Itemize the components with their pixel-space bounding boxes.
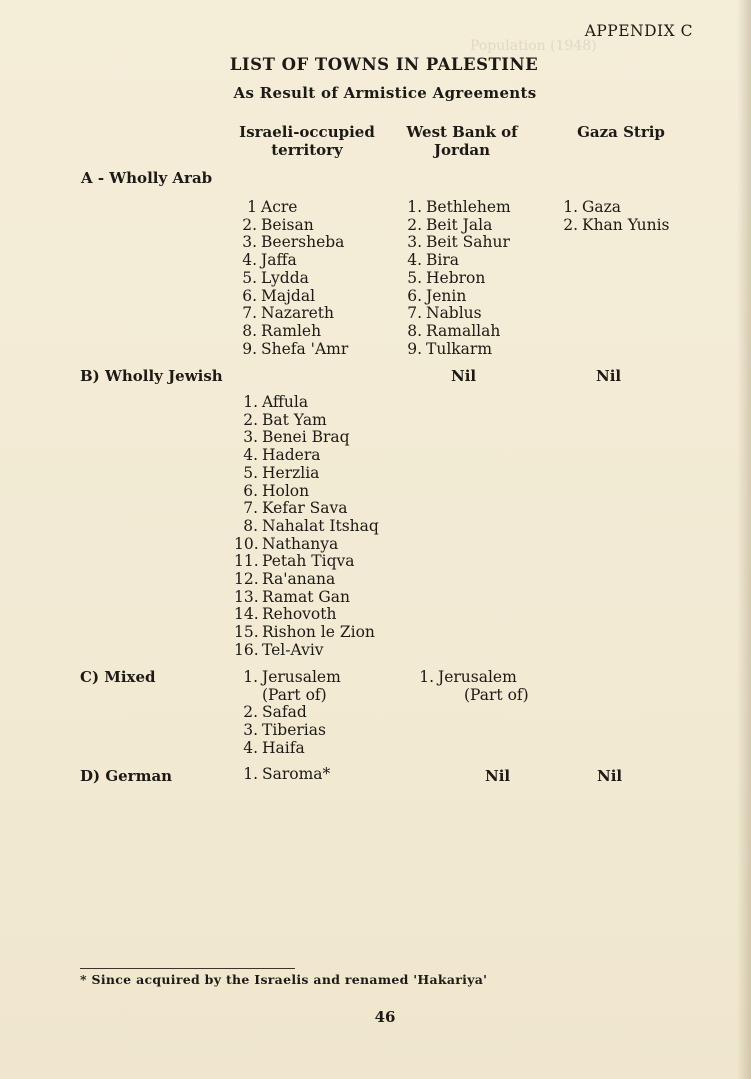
- item-number: 1.: [243, 668, 258, 686]
- list-item: [233, 234, 348, 252]
- town-name: Hebron: [426, 268, 486, 287]
- town-name: Acre: [261, 198, 298, 216]
- town-name: Nazareth: [261, 304, 335, 323]
- town-name: Gaza: [582, 198, 622, 216]
- list-item: [234, 704, 341, 722]
- town-name: Haifa: [262, 738, 305, 757]
- town-name: Lydda: [261, 268, 309, 287]
- town-name: Nahalat Itshaq: [262, 516, 379, 535]
- town-name: Beit Sahur: [426, 233, 510, 252]
- item-number: 9.: [407, 339, 422, 358]
- section-c-israeli-list: [234, 669, 341, 758]
- town-name: Majdal: [261, 286, 316, 305]
- item-number: 4.: [243, 446, 258, 465]
- item-number: 2.: [563, 215, 578, 234]
- town-name: Rehovoth: [262, 605, 337, 624]
- list-item: [410, 669, 529, 687]
- item-number: 1: [247, 198, 257, 216]
- list-item: [234, 589, 379, 607]
- town-name: Hadera: [262, 446, 321, 465]
- town-name: Shefa 'Amr: [261, 339, 349, 358]
- town-name: (Part of): [262, 685, 327, 704]
- item-number: 11.: [234, 552, 259, 571]
- list-item: [233, 217, 348, 235]
- page-edge-shadow: [737, 0, 751, 1079]
- list-item: [234, 624, 379, 642]
- column-header-gaza: Gaza Strip: [577, 123, 665, 141]
- item-number: 1.: [419, 668, 434, 686]
- section-a-gaza-list: [554, 199, 669, 234]
- list-item: [398, 323, 511, 341]
- list-item: [234, 518, 379, 536]
- town-name: Kefar Sava: [262, 499, 348, 518]
- list-item: [234, 394, 379, 412]
- list-item: [234, 465, 379, 483]
- item-number: 4.: [243, 738, 258, 757]
- town-name: Nathanya: [262, 534, 339, 553]
- town-note: (Part of): [464, 685, 529, 704]
- item-number: 1.: [243, 765, 258, 783]
- list-item: [234, 571, 379, 589]
- list-item: [233, 341, 348, 359]
- list-item: [234, 447, 379, 465]
- list-item: [410, 687, 529, 705]
- section-d-israeli-entry: [234, 766, 330, 784]
- item-number: 16.: [234, 640, 259, 659]
- town-name: Khan Yunis: [582, 215, 670, 234]
- bleed-through-text: Population (1948): [470, 38, 597, 54]
- item-number: 2.: [242, 215, 257, 234]
- town-name: Petah Tiqva: [262, 552, 355, 571]
- list-item: [398, 305, 511, 323]
- item-number: 2.: [243, 410, 258, 429]
- town-name: Beit Jala: [426, 215, 493, 234]
- list-item: [554, 199, 669, 217]
- section-d-gaza-nil: Nil: [597, 767, 623, 785]
- footnote: * Since acquired by the Israelis and renamed 'Hakariya': [80, 972, 488, 987]
- town-name: Jerusalem: [262, 668, 341, 686]
- item-number: 8.: [242, 321, 257, 340]
- list-item: [234, 500, 379, 518]
- item-number: 1.: [563, 198, 578, 216]
- item-number: 9.: [242, 339, 257, 358]
- section-b-label: B) Wholly Jewish: [80, 367, 223, 385]
- town-name: Tulkarm: [426, 339, 493, 358]
- town-name: Tel-Aviv: [262, 640, 324, 659]
- item-number: 1.: [407, 198, 422, 216]
- section-b-westbank-nil: Nil: [451, 367, 477, 385]
- list-item: [233, 252, 348, 270]
- list-item: [398, 288, 511, 306]
- page-number: 46: [374, 1008, 396, 1026]
- item-number: 13.: [234, 587, 259, 606]
- page-title: LIST OF TOWNS IN PALESTINE: [229, 55, 539, 74]
- item-number: 5.: [407, 268, 422, 287]
- section-a-label: A - Wholly Arab: [81, 169, 213, 187]
- item-number: 2.: [407, 215, 422, 234]
- town-name: Ramat Gan: [262, 587, 350, 606]
- section-a-israeli-list: [233, 199, 348, 358]
- list-item: [234, 553, 379, 571]
- town-name: Benei Braq: [262, 428, 350, 447]
- list-item: [233, 288, 348, 306]
- list-item: [398, 234, 511, 252]
- list-item: [398, 199, 511, 217]
- town-name: Ramleh: [261, 321, 322, 340]
- section-b-gaza-nil: Nil: [596, 367, 622, 385]
- item-number: 3.: [243, 721, 258, 740]
- footnote-rule: [80, 968, 295, 969]
- town-name: Bat Yam: [262, 410, 327, 429]
- town-name: Nablus: [426, 304, 482, 323]
- item-number: 8.: [243, 516, 258, 535]
- list-item: [554, 217, 669, 235]
- list-item: [398, 341, 511, 359]
- town-name: Jaffa: [261, 251, 297, 270]
- section-d-label: D) German: [80, 767, 173, 785]
- section-a-westbank-list: [398, 199, 511, 358]
- item-number: 4.: [407, 251, 422, 270]
- list-item: [233, 323, 348, 341]
- town-name: Bira: [426, 251, 459, 270]
- section-b-israeli-list: [234, 394, 379, 660]
- item-number: 3.: [243, 428, 258, 447]
- list-item: [234, 429, 379, 447]
- column-header-westbank: West Bank of Jordan: [406, 123, 518, 159]
- section-d-westbank-nil: Nil: [485, 767, 511, 785]
- list-item: [234, 687, 341, 705]
- item-number: 10.: [234, 534, 259, 553]
- item-number: 7.: [243, 499, 258, 518]
- list-item: [234, 536, 379, 554]
- town-name: Jerusalem: [438, 668, 517, 686]
- town-name: Ramallah: [426, 321, 501, 340]
- town-name: Beisan: [261, 215, 314, 234]
- item-number: 2.: [243, 703, 258, 722]
- list-item: [234, 722, 341, 740]
- list-item: [398, 217, 511, 235]
- item-number: 7.: [242, 304, 257, 323]
- item-number: 4.: [242, 251, 257, 270]
- town-name: Beersheba: [261, 233, 345, 252]
- town-name: Holon: [262, 481, 310, 500]
- list-item: [233, 305, 348, 323]
- item-number: 5.: [243, 463, 258, 482]
- list-item: [234, 483, 379, 501]
- list-item: [398, 252, 511, 270]
- list-item: [234, 412, 379, 430]
- town-name: Tiberias: [262, 721, 326, 740]
- item-number: 6.: [242, 286, 257, 305]
- list-item: [398, 270, 511, 288]
- item-number: 8.: [407, 321, 422, 340]
- item-number: 15.: [234, 623, 259, 642]
- item-number: 6.: [407, 286, 422, 305]
- town-name: Affula: [262, 393, 309, 411]
- town-name: Rishon le Zion: [262, 623, 375, 642]
- town-name: Jenin: [426, 286, 467, 305]
- town-name: Ra'anana: [262, 570, 336, 589]
- item-number: 3.: [242, 233, 257, 252]
- section-c-westbank-entry: [410, 669, 529, 704]
- town-name: Saroma*: [262, 765, 331, 783]
- item-number: 7.: [407, 304, 422, 323]
- list-item: [233, 270, 348, 288]
- town-name: Bethlehem: [426, 198, 511, 216]
- item-number: 5.: [242, 268, 257, 287]
- list-item: [234, 642, 379, 660]
- list-item: [233, 199, 348, 217]
- section-c-label: C) Mixed: [80, 668, 156, 686]
- item-number: 1.: [243, 393, 258, 411]
- item-number: 6.: [243, 481, 258, 500]
- item-number: 12.: [234, 570, 259, 589]
- column-header-israeli: Israeli-occupied territory: [239, 123, 375, 159]
- item-number: 3.: [407, 233, 422, 252]
- town-name: Safad: [262, 703, 307, 722]
- town-name: Herzlia: [262, 463, 320, 482]
- page-subtitle: As Result of Armistice Agreements: [233, 84, 537, 102]
- list-item: [234, 669, 341, 687]
- list-item: [234, 740, 341, 758]
- appendix-label: APPENDIX C: [584, 22, 693, 40]
- list-item: [234, 606, 379, 624]
- item-number: 14.: [234, 605, 259, 624]
